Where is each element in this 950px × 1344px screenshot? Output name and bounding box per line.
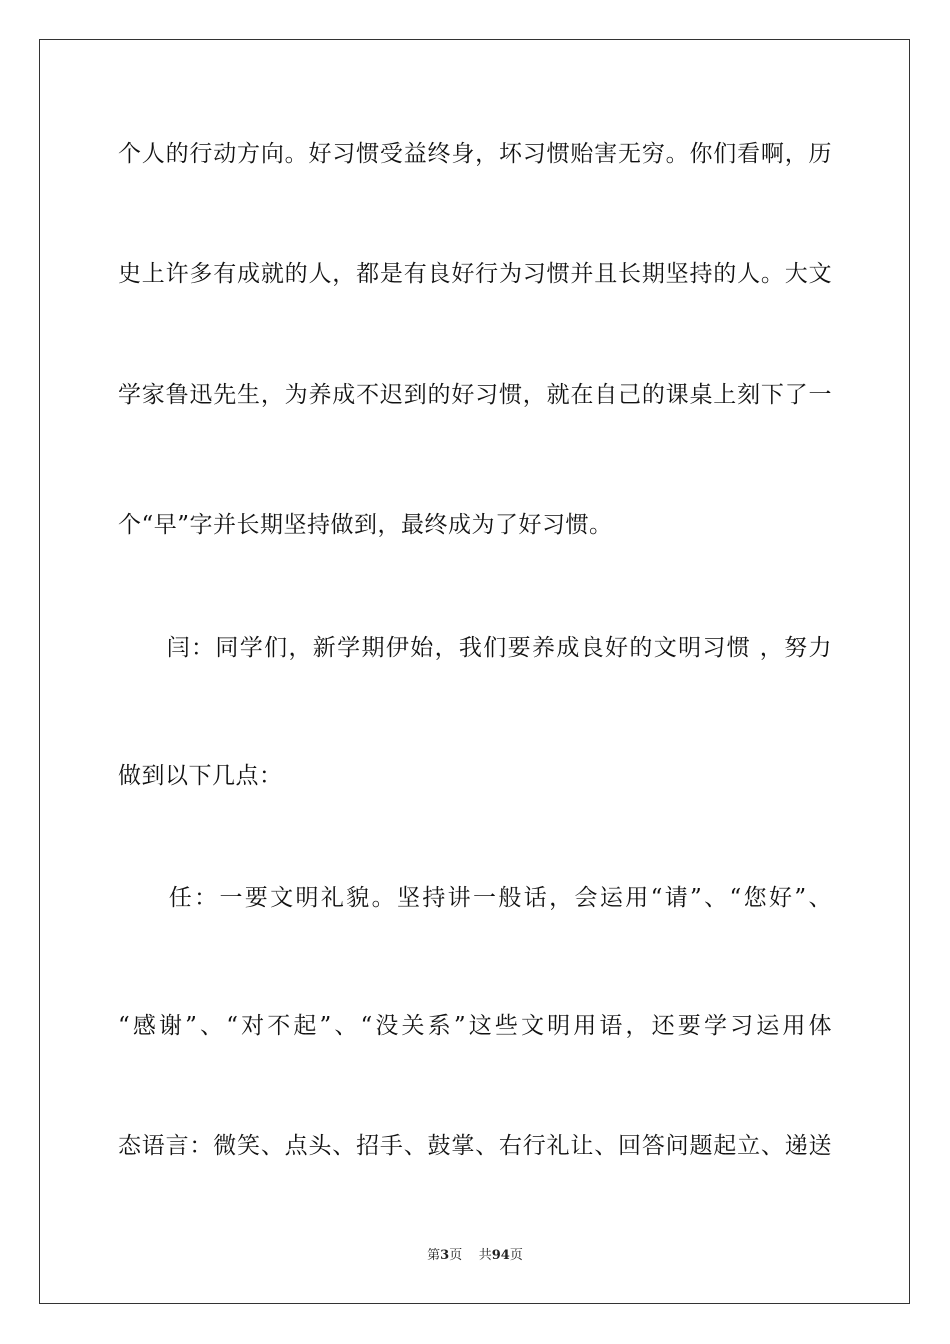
text-line: 任：一要文明礼貌。坚持讲一般话，会运用“请”、“您好”、	[118, 885, 832, 911]
page-border	[39, 39, 910, 1304]
total-pages: 94	[491, 1248, 510, 1263]
text-line: 学家鲁迅先生，为养成不迟到的好习惯，就在自己的课桌上刻下了一	[118, 382, 832, 408]
page-prefix: 第	[427, 1248, 441, 1263]
text-line: 做到以下几点：	[118, 763, 283, 789]
text-line: 态语言：微笑、点头、招手、鼓掌、右行礼让、回答问题起立、递送	[118, 1133, 832, 1159]
total-prefix: 共	[478, 1248, 492, 1263]
page-footer	[0, 1248, 950, 1264]
text-line: 个人的行动方向。好习惯受益终身，坏习惯贻害无穷。你们看啊，历	[118, 141, 832, 167]
page-suffix: 页	[449, 1248, 463, 1263]
text-line: “感谢”、“对不起”、“没关系”这些文明用语，还要学习运用体	[118, 1013, 832, 1039]
page-number: 3	[440, 1248, 450, 1263]
text-line: 闫：同学们，新学期伊始，我们要养成良好的文明习惯 ，努力	[118, 635, 832, 661]
text-line: 个“早”字并长期坚持做到，最终成为了好习惯。	[118, 512, 613, 538]
total-suffix: 页	[509, 1248, 523, 1263]
text-line: 史上许多有成就的人，都是有良好行为习惯并且长期坚持的人。大文	[118, 261, 832, 287]
